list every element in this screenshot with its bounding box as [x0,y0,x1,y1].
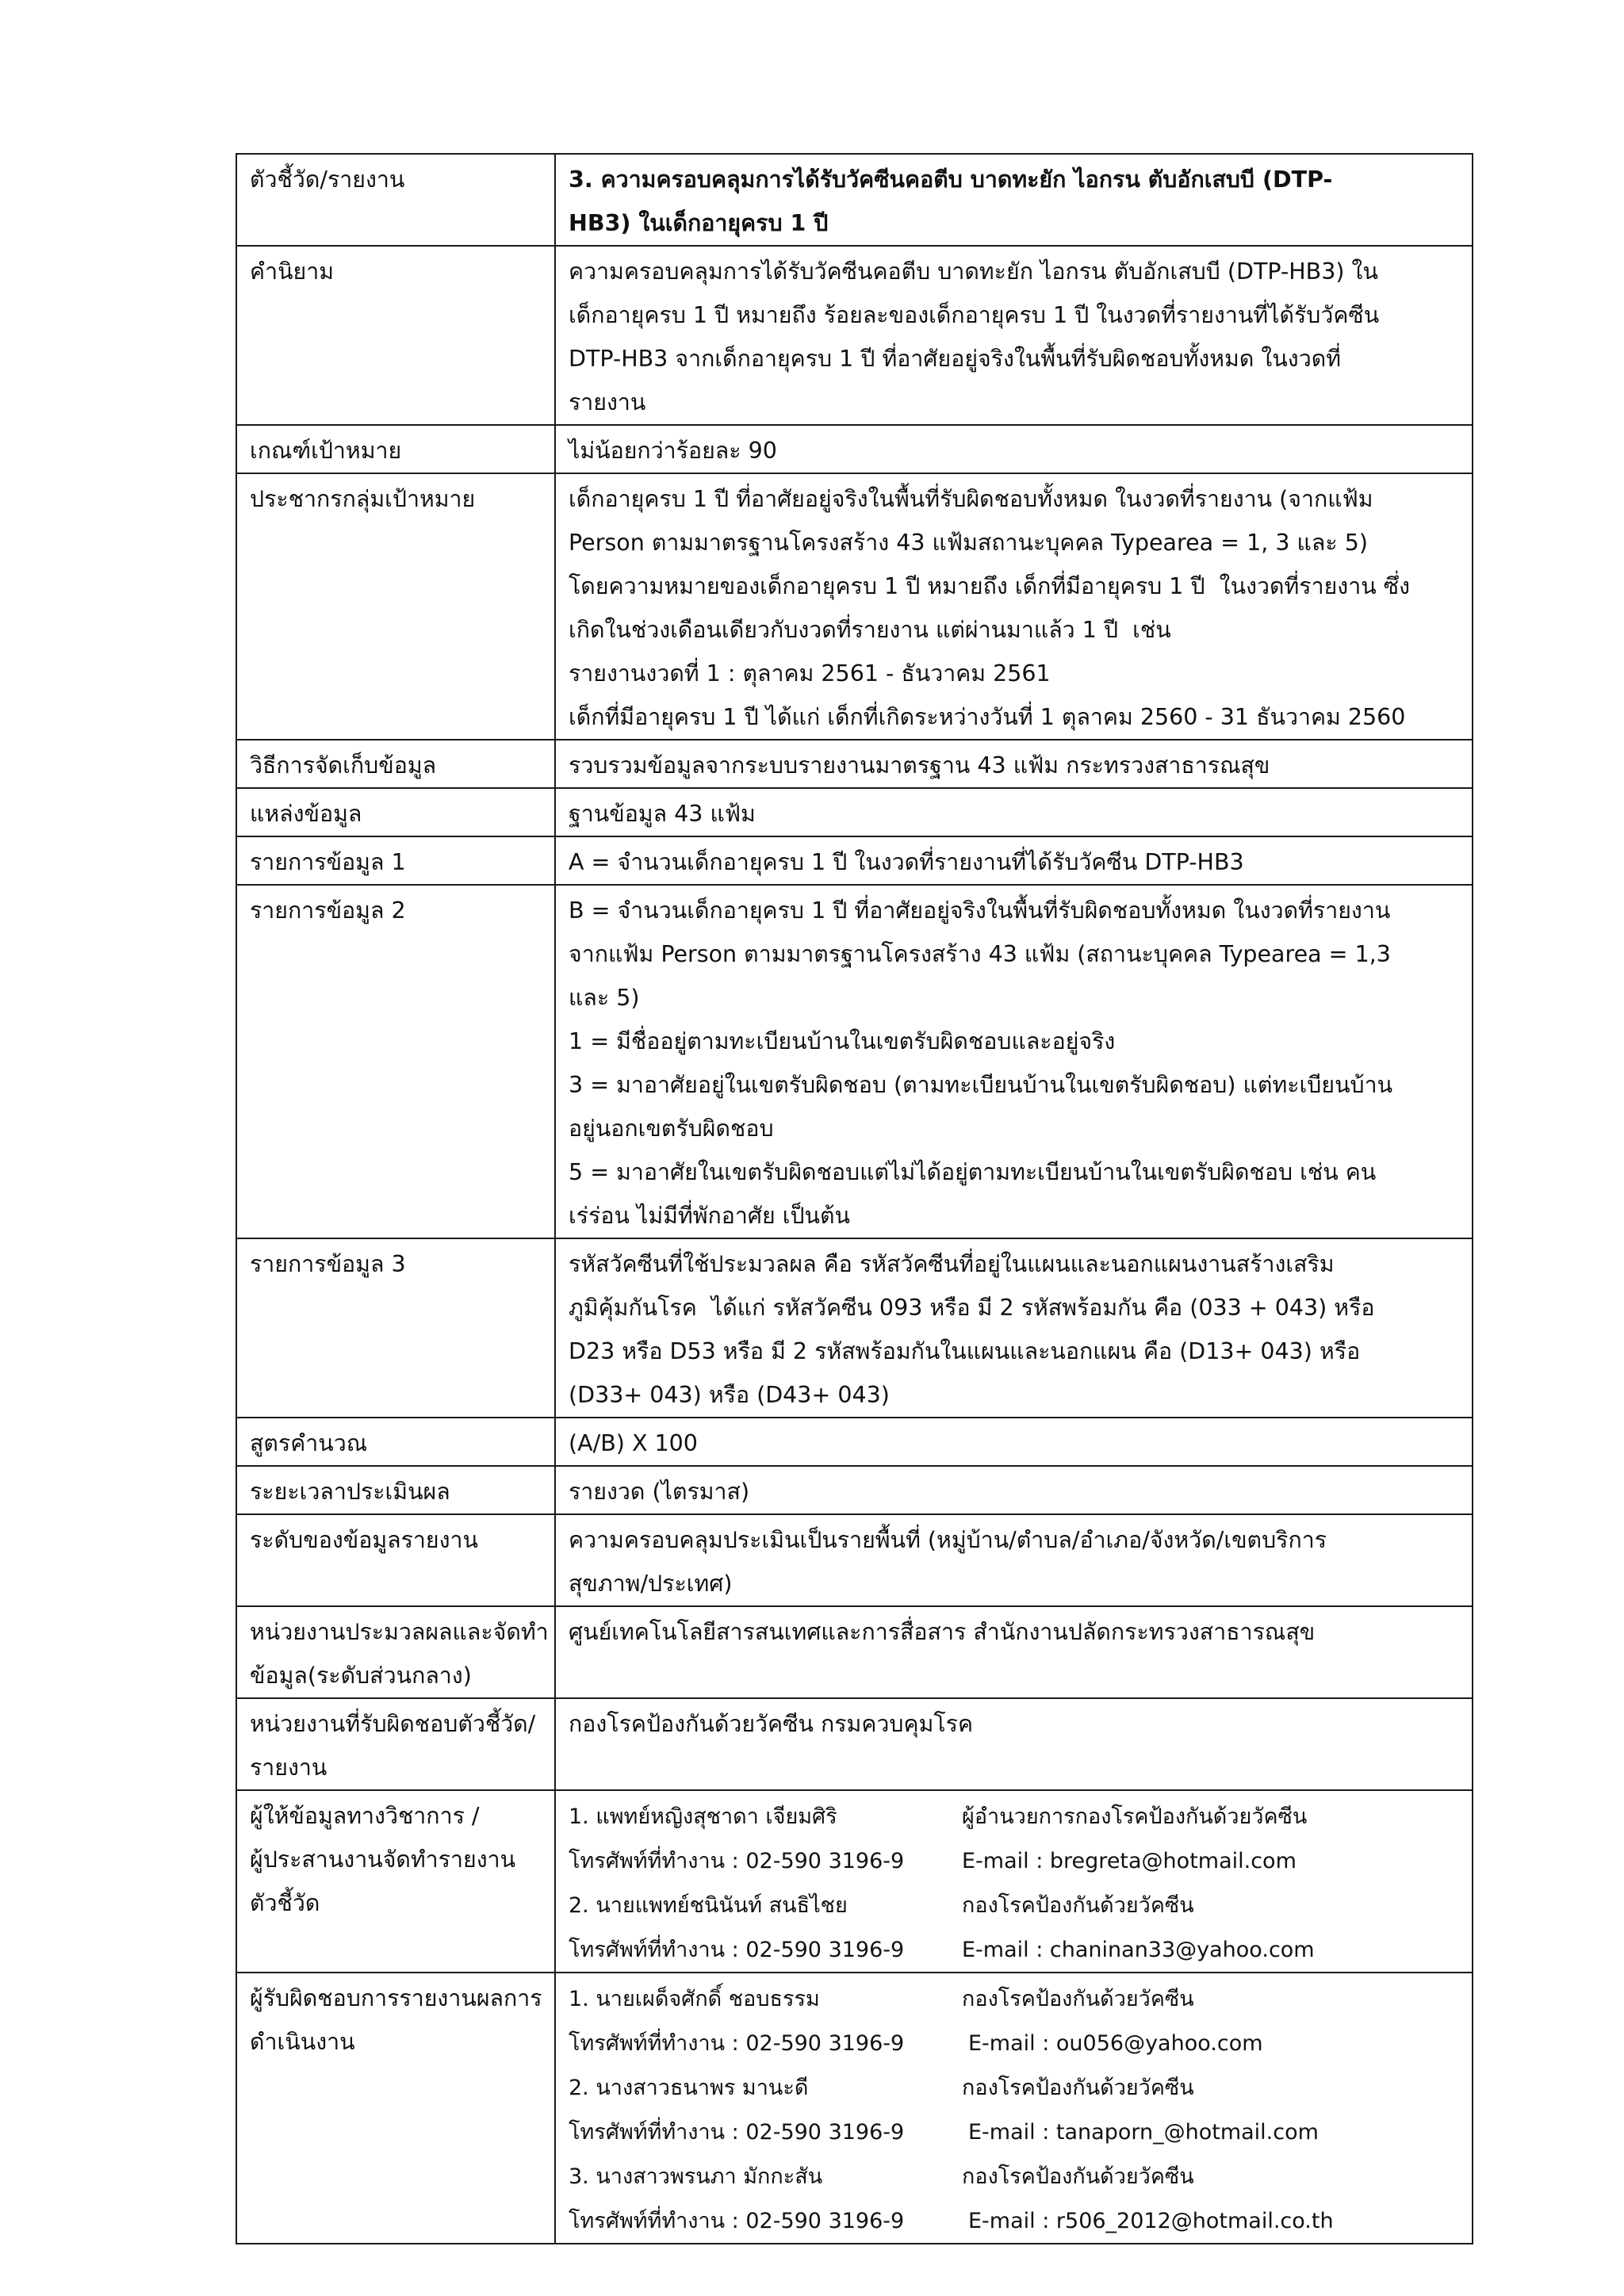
contact-email: E-mail : r506_2012@hotmail.co.th [968,2209,1334,2233]
data-source-value: ฐานข้อมูล 43 แฟ้ม [555,788,1473,836]
data-item-3-line: (D33+ 043) หรือ (D43+ 043) [569,1382,890,1408]
technical-contacts-label-line: ตัวชี้วัด [250,1890,320,1916]
population-row [236,473,1473,740]
evaluation-period-value: รายงวด (ไตรมาส) [555,1466,1473,1514]
collection-method-row [236,740,1473,788]
definition-line: รายงาน [569,389,646,415]
population-line: โดยความหมายของเด็กอายุครบ 1 ปี หมายถึง เด็กที่มีอายุครบ 1 ปี ในงวดที่รายงาน ซึ่ง [569,573,1411,599]
population-line: รายงานงวดที่ 1 : ตุลาคม 2561 - ธันวาคม 2561 [569,660,1051,687]
contact-line [569,1794,1461,1839]
data-item-3-line: รหัสวัคซีนที่ใช้ประมวลผล คือ รหัสวัคซีนที่อยู่ในแผนและนอกแผนงานสร้างเสริม [569,1251,1335,1277]
contact-line [569,1839,1461,1883]
contact-line [569,1976,1461,2021]
target-value: ไม่น้อยกว่าร้อยละ 90 [555,425,1473,473]
contact-phone: โทรศัพท์ที่ทำงาน : 02-590 3196-9 [569,1938,905,1962]
target-label: เกณฑ์เป้าหมาย [236,425,555,473]
contact-email: E-mail : bregreta@hotmail.com [962,1849,1297,1873]
contact-line [569,1927,1461,1972]
report-level-line: ความครอบคลุมประเมินเป็นรายพื้นที่ (หมู่บ้าน/ตำบล/อำเภอ/จังหวัด/เขตบริการ [569,1527,1327,1553]
contact-position: กองโรคป้องกันด้วยวัคซีน [962,2164,1194,2189]
contact-line [569,2021,1461,2065]
contact-name: 2. นางสาวธนาพร มานะดี [569,2076,809,2100]
contact-line [569,2198,1461,2243]
reporting-contacts-label [236,1973,555,2244]
processing-unit-label-line: หน่วยงานประมวลผลและจัดทำ [250,1619,549,1645]
formula-label: สูตรคำนวณ [236,1418,555,1466]
processing-unit-label-line: ข้อมูล(ระดับส่วนกลาง) [250,1663,472,1689]
reporting-contacts-row [236,1973,1473,2244]
processing-unit-row [236,1606,1473,1698]
indicator-label: ตัวชี้วัด/รายงาน [236,154,555,246]
indicator-detail-table [236,153,1473,2244]
responsible-unit-label-line: รายงาน [250,1755,327,1781]
contact-line [569,1883,1461,1927]
contact-position: ผู้อำนวยการกองโรคป้องกันด้วยวัคซีน [962,1804,1308,1829]
data-item-1-value: A = จำนวนเด็กอายุครบ 1 ปี ในงวดที่รายงานที่ได้รับวัคซีน DTP-HB3 [555,836,1473,885]
contact-line [569,2154,1461,2198]
contact-name: 2. นายแพทย์ชนินันท์ สนธิไชย [569,1893,848,1918]
data-item-2-line: 5 = มาอาศัยในเขตรับผิดชอบแต่ไม่ได้อยู่ตามทะเบียนบ้านในเขตรับผิดชอบ เช่น คน [569,1159,1377,1185]
indicator-title-line: HB3) ในเด็กอายุครบ 1 ปี [569,210,829,236]
processing-unit-label [236,1606,555,1698]
population-label: ประชากรกลุ่มเป้าหมาย [236,473,555,740]
reporting-contacts-label-line: ดำเนินงาน [250,2029,355,2055]
contact-phone: โทรศัพท์ที่ทำงาน : 02-590 3196-9 [569,2209,905,2233]
data-item-3-line: D23 หรือ D53 หรือ มี 2 รหัสพร้อมกันในแผนและนอกแผน คือ (D13+ 043) หรือ [569,1338,1361,1364]
responsible-unit-value: กองโรคป้องกันด้วยวัคซีน กรมควบคุมโรค [555,1698,1473,1790]
evaluation-period-row [236,1466,1473,1514]
definition-line: DTP-HB3 จากเด็กอายุครบ 1 ปี ที่อาศัยอยู่จริงในพื้นที่รับผิดชอบทั้งหมด ในงวดที่ [569,346,1342,372]
collection-method-value: รวบรวมข้อมูลจากระบบรายงานมาตรฐาน 43 แฟ้ม กระทรวงสาธารณสุข [555,740,1473,788]
population-line: เด็กอายุครบ 1 ปี ที่อาศัยอยู่จริงในพื้นที่รับผิดชอบทั้งหมด ในงวดที่รายงาน (จากแฟ้ม [569,486,1373,512]
technical-contacts-row [236,1790,1473,1973]
data-item-1-label: รายการข้อมูล 1 [236,836,555,885]
report-level-label: ระดับของข้อมูลรายงาน [236,1514,555,1606]
data-item-3-line: ภูมิคุ้มกันโรค ได้แก่ รหัสวัคซีน 093 หรือ มี 2 รหัสพร้อมกัน คือ (033 + 043) หรือ [569,1295,1375,1321]
contact-email: E-mail : tanaporn_@hotmail.com [968,2120,1319,2145]
indicator-row [236,154,1473,246]
contact-position: กองโรคป้องกันด้วยวัคซีน [962,1987,1194,2011]
contact-position: กองโรคป้องกันด้วยวัคซีน [962,1893,1194,1918]
contact-phone: โทรศัพท์ที่ทำงาน : 02-590 3196-9 [569,2120,905,2145]
contact-name: 1. นายเผด็จศักดิ์ ชอบธรรม [569,1987,820,2011]
reporting-contacts-list [555,1973,1473,2244]
definition-text [555,246,1473,425]
report-level-line: สุขภาพ/ประเทศ) [569,1571,733,1597]
indicator-title [555,154,1473,246]
data-item-2-line: 1 = มีชื่ออยู่ตามทะเบียนบ้านในเขตรับผิดชอบและอยู่จริง [569,1028,1116,1054]
responsible-unit-label-line: หน่วยงานที่รับผิดชอบตัวชี้วัด/ [250,1711,536,1737]
population-line: เกิดในช่วงเดือนเดียวกับงวดที่รายงาน แต่ผ่านมาแล้ว 1 ปี เช่น [569,617,1171,643]
data-item-3-row [236,1238,1473,1418]
definition-label: คำนิยาม [236,246,555,425]
data-item-2-row [236,885,1473,1238]
data-item-3-label: รายการข้อมูล 3 [236,1238,555,1418]
contact-phone: โทรศัพท์ที่ทำงาน : 02-590 3196-9 [569,2031,905,2056]
technical-contacts-label-line: ผู้ให้ข้อมูลทางวิชาการ / [250,1803,480,1829]
contact-line [569,2065,1461,2110]
reporting-contacts-label-line: ผู้รับผิดชอบการรายงานผลการ [250,1985,542,2011]
processing-unit-value: ศูนย์เทคโนโลยีสารสนเทศและการสื่อสาร สำนักงานปลัดกระทรวงสาธารณสุข [555,1606,1473,1698]
definition-row [236,246,1473,425]
data-item-2-line: 3 = มาอาศัยอยู่ในเขตรับผิดชอบ (ตามทะเบียนบ้านในเขตรับผิดชอบ) แต่ทะเบียนบ้าน [569,1072,1393,1098]
contact-phone: โทรศัพท์ที่ทำงาน : 02-590 3196-9 [569,1849,905,1873]
evaluation-period-label: ระยะเวลาประเมินผล [236,1466,555,1514]
data-item-3-text [555,1238,1473,1418]
data-item-2-text [555,885,1473,1238]
population-line: เด็กที่มีอายุครบ 1 ปี ได้แก่ เด็กที่เกิดระหว่างวันที่ 1 ตุลาคม 2560 - 31 ธันวาคม 2560 [569,704,1406,730]
responsible-unit-label [236,1698,555,1790]
contact-name: 3. นางสาวพรนภา มักกะสัน [569,2164,823,2189]
contact-line [569,2110,1461,2154]
formula-value: (A/B) X 100 [555,1418,1473,1466]
data-source-row [236,788,1473,836]
data-source-label: แหล่งข้อมูล [236,788,555,836]
population-text [555,473,1473,740]
data-item-2-line: อยู่นอกเขตรับผิดชอบ [569,1115,774,1142]
formula-row [236,1418,1473,1466]
data-item-2-line: จากแฟ้ม Person ตามมาตรฐานโครงสร้าง 43 แฟ้ม (สถานะบุคคล Typearea = 1,3 [569,941,1391,967]
contact-name: 1. แพทย์หญิงสุชาดา เจียมศิริ [569,1804,837,1829]
data-item-1-row [236,836,1473,885]
technical-contacts-label-line: ผู้ประสานงานจัดทำรายงาน [250,1846,516,1873]
definition-line: ความครอบคลุมการได้รับวัคซีนคอตีบ บาดทะยัก ไอกรน ตับอักเสบบี (DTP-HB3) ใน [569,258,1378,285]
collection-method-label: วิธีการจัดเก็บข้อมูล [236,740,555,788]
report-level-row [236,1514,1473,1606]
responsible-unit-row [236,1698,1473,1790]
target-row [236,425,1473,473]
report-level-text [555,1514,1473,1606]
technical-contacts-label [236,1790,555,1973]
data-item-2-label: รายการข้อมูล 2 [236,885,555,1238]
contact-email: E-mail : chaninan33@yahoo.com [962,1938,1315,1962]
definition-line: เด็กอายุครบ 1 ปี หมายถึง ร้อยละของเด็กอายุครบ 1 ปี ในงวดที่รายงานที่ได้รับวัคซีน [569,302,1380,328]
data-item-2-line: B = จำนวนเด็กอายุครบ 1 ปี ที่อาศัยอยู่จริงในพื้นที่รับผิดชอบทั้งหมด ในงวดที่รายงาน [569,897,1391,924]
population-line: Person ตามมาตรฐานโครงสร้าง 43 แฟ้มสถานะบุคคล Typearea = 1, 3 และ 5) [569,530,1368,556]
data-item-2-line: และ 5) [569,985,640,1011]
data-item-2-line: เร่ร่อน ไม่มีที่พักอาศัย เป็นต้น [569,1203,851,1229]
indicator-title-line: 3. ความครอบคลุมการได้รับวัคซีนคอตีบ บาดทะยัก ไอกรน ตับอักเสบบี (DTP- [569,166,1333,193]
contact-position: กองโรคป้องกันด้วยวัคซีน [962,2076,1194,2100]
technical-contacts-list [555,1790,1473,1973]
contact-email: E-mail : ou056@yahoo.com [968,2031,1263,2056]
